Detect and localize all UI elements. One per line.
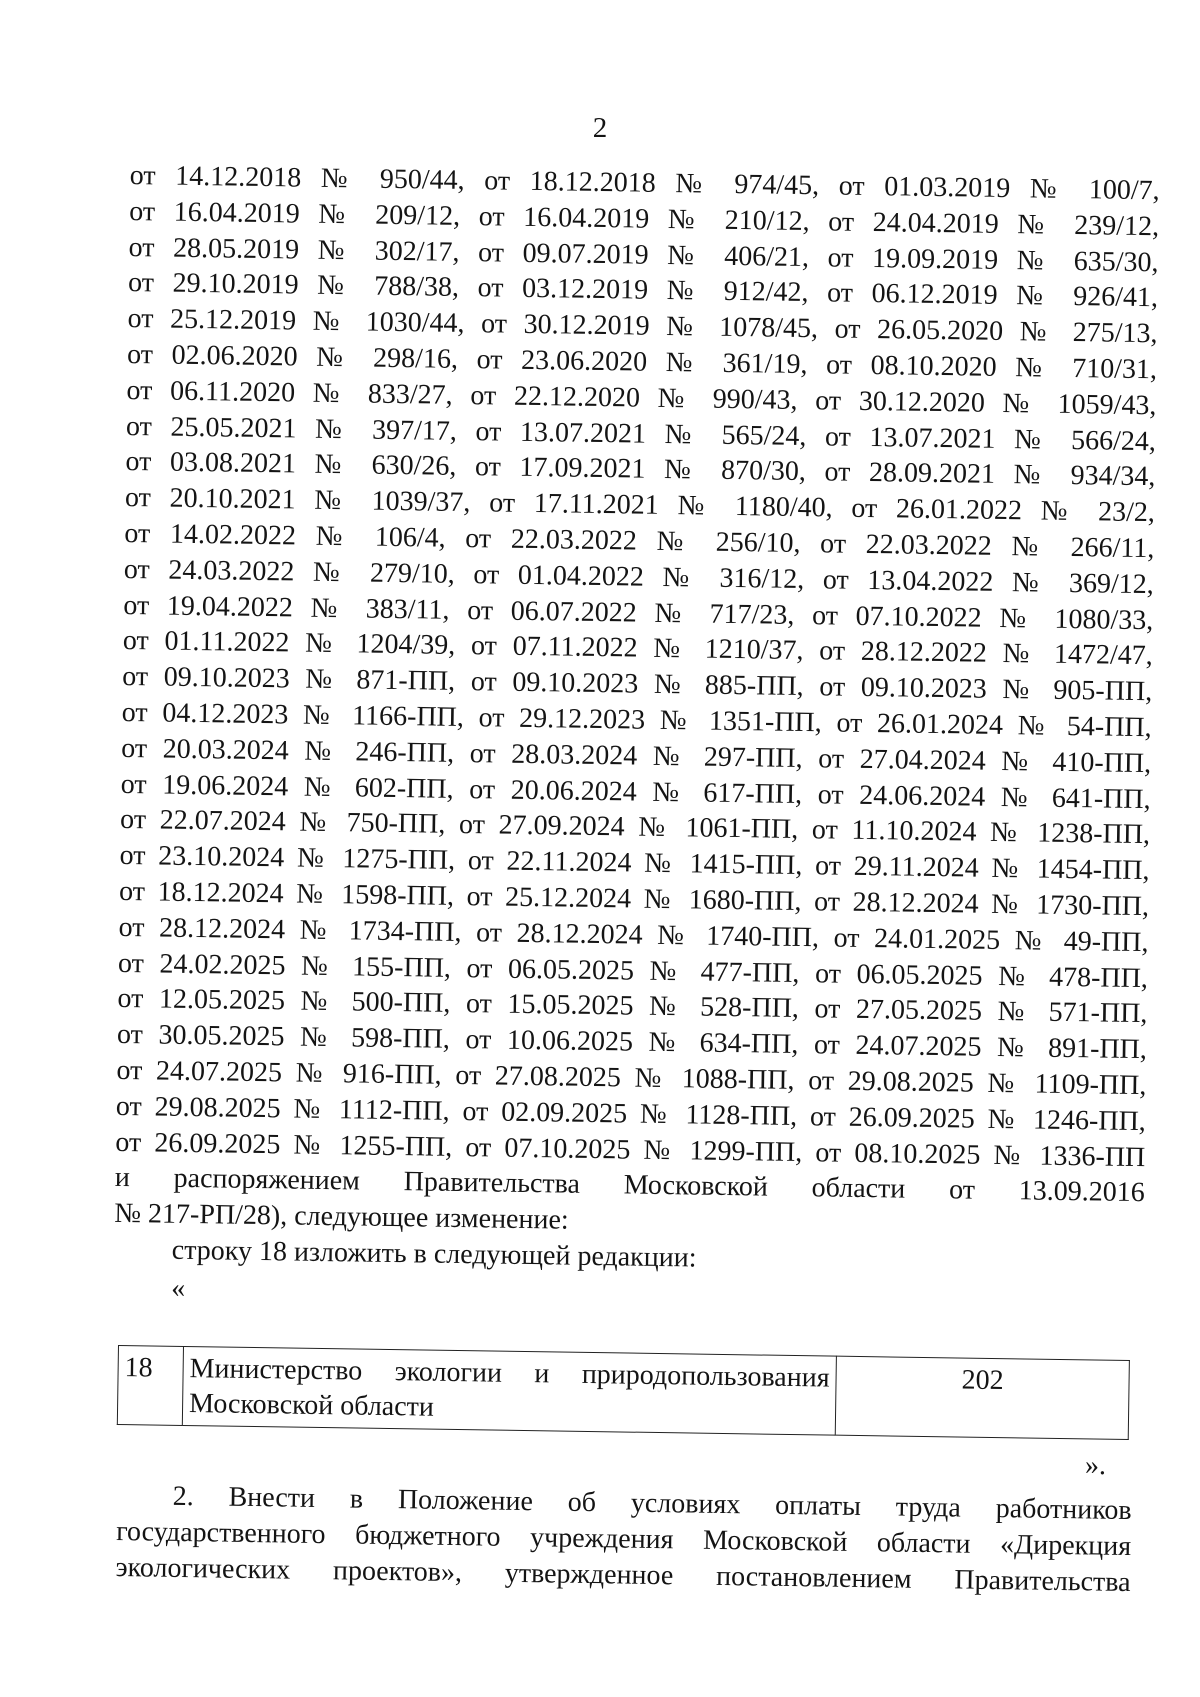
text-line: от 28.05.2019 № 302/17, от 09.07.2019 № 406/21, от 19.09.2019 № 635/30, [128, 231, 1159, 278]
text-line: от 09.10.2023 № 871-ПП, от 09.10.2023 № 885-ПП, от 09.10.2023 № 905-ПП, [122, 661, 1153, 708]
text-line: от 29.10.2019 № 788/38, от 03.12.2019 № 912/42, от 06.12.2019 № 926/41, [127, 267, 1159, 314]
text-line: государственного бюджетного учреждения Московской области «Дирекция [115, 1515, 1132, 1562]
text-line: от 24.03.2022 № 279/10, от 01.04.2022 № 316/12, от 13.04.2022 № 369/12, [123, 553, 1155, 600]
text-line: от 18.12.2024 № 1598-ПП, от 25.12.2024 № 1680-ПП, от 28.12.2024 № 1730-ПП, [118, 875, 1150, 923]
row-number-cell: 18 [117, 1346, 183, 1426]
text-line: от 03.08.2021 № 630/26, от 17.09.2021 № 870/30, от 28.09.2021 № 934/34, [125, 446, 1156, 493]
text-line: от 20.10.2021 № 1039/37, от 17.11.2021 № 1180/40, от 26.01.2022 № 23/2, [124, 482, 1156, 529]
paragraph-1 [113, 158, 1160, 1323]
instruction-line: строку 18 изложить в следующей редакции: [171, 1234, 697, 1274]
text-line: от 25.12.2019 № 1030/44, от 30.12.2019 № 1078/45, от 26.05.2020 № 275/13, [127, 303, 1158, 350]
text-line: от 14.12.2018 № 950/44, от 18.12.2018 № 974/45, от 01.03.2019 № 100/7, [129, 159, 1160, 207]
paragraph-2 [115, 1478, 1131, 1600]
text-line: от 19.06.2024 № 602-ПП, от 20.06.2024 № 617-ПП, от 24.06.2024 № 641-ПП, [120, 768, 1151, 815]
text-line: экологических проектов», утвержденное постановлением Правительства [115, 1551, 1131, 1598]
text-line: от 12.05.2025 № 500-ПП, от 15.05.2025 № 528-ПП, от 27.05.2025 № 571-ПП, [117, 983, 1148, 1030]
text-line: от 30.05.2025 № 598-ПП, от 10.06.2025 № 634-ПП, от 24.07.2025 № 891-ПП, [116, 1019, 1148, 1066]
text-line: от 28.12.2024 № 1734-ПП, от 28.12.2024 № 1740-ПП, от 24.01.2025 № 49-ПП, [118, 911, 1149, 958]
text-line: от 16.04.2019 № 209/12, от 16.04.2019 № 210/12, от 24.04.2019 № 239/12, [128, 195, 1160, 243]
text-line: 2. Внести в Положение об условиях оплаты труда работников [172, 1480, 1132, 1527]
text-line: от 01.11.2022 № 1204/39, от 07.11.2022 № 1210/37, от 28.12.2022 № 1472/47, [122, 625, 1153, 672]
text-line: и распоряжением Правительства Московской области от 13.09.2016 [114, 1162, 1145, 1209]
text-line: от 19.04.2022 № 383/11, от 06.07.2022 № 717/23, от 07.10.2022 № 1080/33, [123, 589, 1154, 636]
text-line: от 24.02.2025 № 155-ПП, от 06.05.2025 № 477-ПП, от 06.05.2025 № 478-ПП, [117, 947, 1149, 994]
text-line: от 02.06.2020 № 298/16, от 23.06.2020 № 361/19, от 08.10.2020 № 710/31, [126, 338, 1158, 386]
text-line: от 25.05.2021 № 397/17, от 13.07.2021 № 565/24, от 13.07.2021 № 566/24, [125, 410, 1157, 457]
text-line: от 06.11.2020 № 833/27, от 22.12.2020 № 990/43, от 30.12.2020 № 1059/43, [126, 374, 1157, 422]
text-line: от 23.10.2024 № 1275-ПП, от 22.11.2024 № 1415-ПП, от 29.11.2024 № 1454-ПП, [119, 840, 1150, 887]
text-line: от 24.07.2025 № 916-ПП, от 27.08.2025 № 1088-ПП, от 29.08.2025 № 1109-ПП, [116, 1054, 1147, 1102]
amendment-table [117, 1345, 1130, 1440]
text-line: от 26.09.2025 № 1255-ПП, от 07.10.2025 № 1299-ПП, от 08.10.2025 № 1336-ПП [115, 1126, 1146, 1173]
text-line: от 22.07.2024 № 750-ПП, от 27.09.2024 № 1061-ПП, от 11.10.2024 № 1238-ПП, [119, 804, 1151, 851]
text-line-tail: № 217-РП/28), следующее изменение: [114, 1197, 569, 1236]
opening-quote: « [171, 1272, 186, 1304]
text-line: от 04.12.2023 № 1166-ПП, от 29.12.2023 № 1351-ПП, от 26.01.2024 № 54-ПП, [121, 696, 1152, 744]
table-row [117, 1346, 1129, 1440]
text-line: от 20.03.2024 № 246-ПП, от 28.03.2024 № 297-ПП, от 27.04.2024 № 410-ПП, [121, 732, 1152, 779]
closing-quote: ». [1084, 1449, 1107, 1482]
text-line: от 14.02.2022 № 106/4, от 22.03.2022 № 256/10, от 22.03.2022 № 266/11, [124, 517, 1155, 565]
value-cell: 202 [835, 1356, 1129, 1439]
text-line: от 29.08.2025 № 1112-ПП, от 02.09.2025 № 1128-ПП, от 26.09.2025 № 1246-ПП, [115, 1090, 1147, 1137]
organization-name-cell: Министерство экологии и природопользования Московской области [182, 1346, 836, 1435]
page-number: 2 [592, 112, 608, 144]
